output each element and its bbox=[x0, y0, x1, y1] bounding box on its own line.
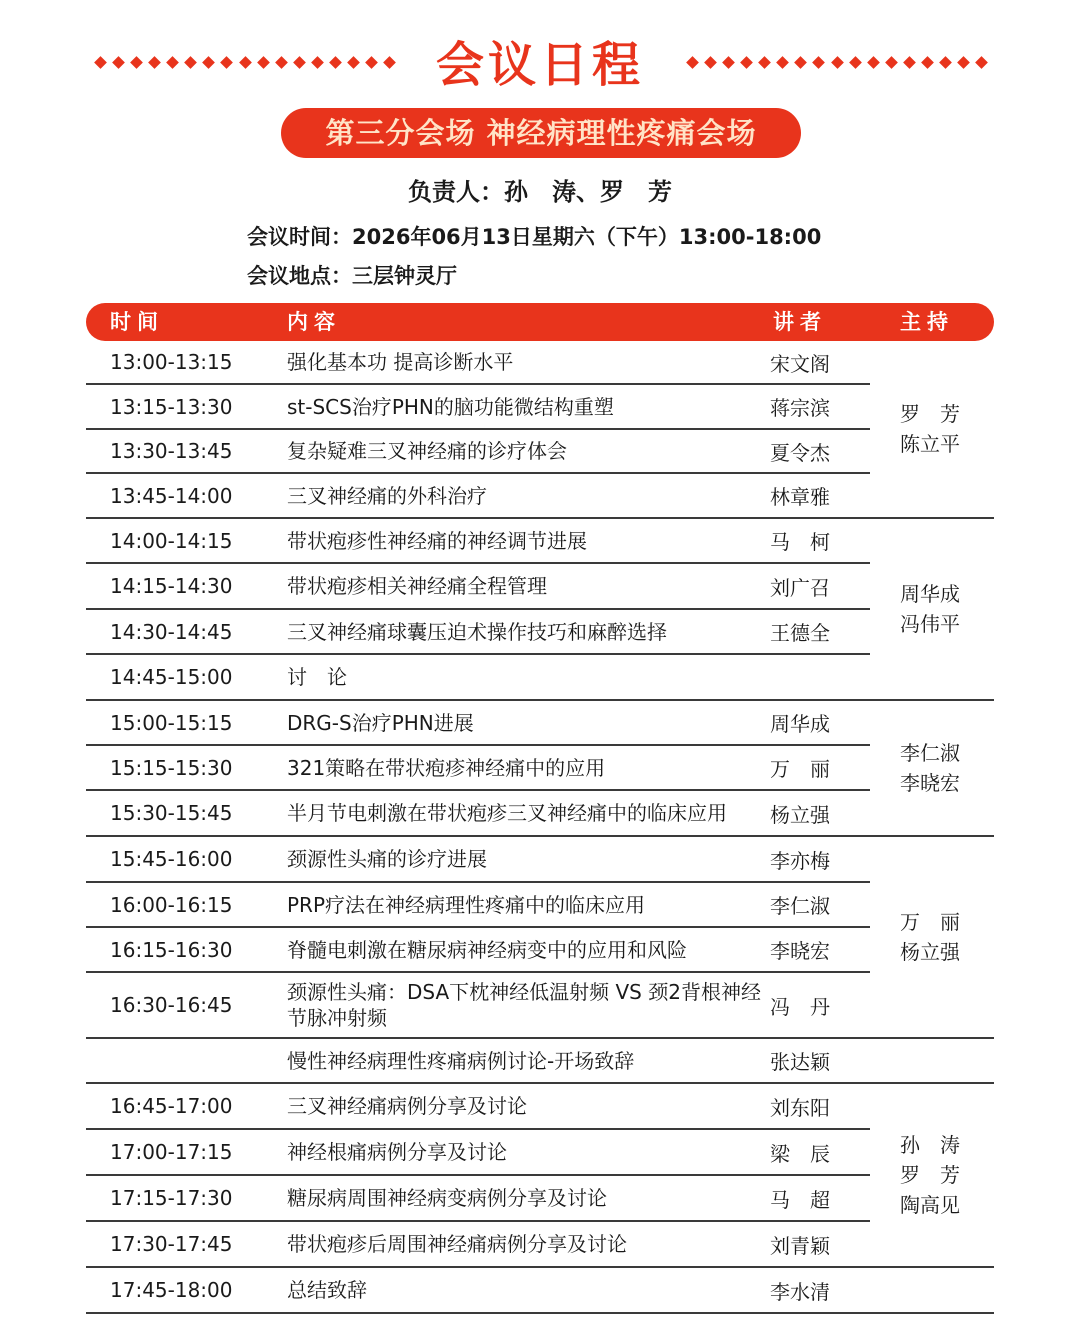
session-topic: 三叉神经痛球囊压迫术操作技巧和麻醉选择 bbox=[287, 619, 667, 644]
session-topic: 慢性神经病理性疼痛病例讨论-开场致辞 bbox=[287, 1048, 635, 1073]
table-row bbox=[86, 972, 870, 1038]
row-divider bbox=[86, 1312, 994, 1314]
session-time bbox=[110, 1038, 280, 1083]
session-topic: 带状疱疹性神经痛的神经调节进展 bbox=[287, 528, 587, 553]
table-row bbox=[86, 700, 870, 745]
table-row bbox=[86, 563, 870, 609]
session-time: 14:00-14:15 bbox=[110, 528, 233, 553]
session-topic: 总结致辞 bbox=[287, 1278, 367, 1302]
table-row bbox=[86, 1038, 870, 1083]
session-speaker: 梁 辰 bbox=[770, 1141, 830, 1166]
session-speaker: 周华成 bbox=[770, 712, 830, 736]
session-topic: 半月节电刺激在带状疱疹三叉神经痛中的临床应用 bbox=[287, 801, 727, 825]
host-name: 陈立平 bbox=[900, 432, 960, 456]
session-topic: 讨 论 bbox=[287, 665, 347, 689]
session-topic: 三叉神经痛病例分享及讨论 bbox=[287, 1094, 527, 1118]
col-header-host: 主持 bbox=[900, 310, 954, 334]
session-speaker: 万 丽 bbox=[770, 757, 830, 781]
session-time: 13:45-14:00 bbox=[110, 483, 233, 508]
session-topic: 颈源性头痛的诊疗进展 bbox=[287, 847, 487, 871]
table-row bbox=[86, 429, 870, 473]
session-time: 15:15-15:30 bbox=[110, 755, 233, 780]
host-name: 罗 芳 bbox=[900, 402, 960, 426]
session-time: 15:30-15:45 bbox=[110, 801, 233, 825]
session-speaker: 刘青颖 bbox=[770, 1233, 830, 1258]
session-time: 13:15-13:30 bbox=[110, 394, 233, 419]
session-speaker: 蒋宗滨 bbox=[770, 396, 830, 420]
session-time: 14:30-14:45 bbox=[110, 619, 233, 644]
session-speaker: 宋文阁 bbox=[770, 351, 830, 376]
host-group bbox=[900, 907, 990, 967]
session-time: 17:45-18:00 bbox=[110, 1278, 233, 1302]
session-banner: 第三分会场 神经病理性疼痛会场 bbox=[281, 108, 801, 158]
session-speaker: 李亦梅 bbox=[770, 848, 830, 873]
table-row bbox=[86, 609, 870, 654]
session-topic: 神经根痛病例分享及讨论 bbox=[287, 1140, 507, 1164]
session-topic: 三叉神经痛的外科治疗 bbox=[287, 483, 487, 508]
host-group bbox=[900, 399, 990, 459]
session-speaker: 李仁淑 bbox=[770, 894, 830, 918]
session-time: 16:45-17:00 bbox=[110, 1094, 233, 1118]
table-row bbox=[86, 384, 870, 429]
host-group bbox=[900, 738, 990, 798]
session-time: 14:15-14:30 bbox=[110, 574, 233, 598]
host-name: 罗 芳 bbox=[900, 1163, 960, 1187]
session-time: 14:45-15:00 bbox=[110, 665, 233, 689]
col-header-speaker: 讲者 bbox=[773, 310, 827, 334]
session-time: 13:30-13:45 bbox=[110, 439, 233, 463]
table-row bbox=[86, 927, 870, 972]
session-speaker: 李晓宏 bbox=[770, 939, 830, 963]
host-group bbox=[900, 579, 990, 639]
session-time: 16:15-16:30 bbox=[110, 937, 233, 962]
table-row bbox=[86, 882, 870, 927]
host-name: 冯伟平 bbox=[900, 612, 960, 636]
table-row bbox=[86, 518, 870, 563]
table-row bbox=[86, 1267, 870, 1313]
session-time: 17:00-17:15 bbox=[110, 1140, 233, 1164]
session-topic: 复杂疑难三叉神经痛的诊疗体会 bbox=[287, 439, 567, 463]
table-row bbox=[86, 1129, 870, 1175]
table-row bbox=[86, 836, 870, 882]
session-time: 16:30-16:45 bbox=[110, 993, 233, 1017]
table-row bbox=[86, 340, 870, 384]
session-time: 15:45-16:00 bbox=[110, 847, 233, 871]
session-speaker: 林章雅 bbox=[770, 485, 830, 509]
table-row bbox=[86, 1175, 870, 1221]
session-speaker: 李水清 bbox=[770, 1279, 830, 1304]
session-time: 13:00-13:15 bbox=[110, 350, 233, 374]
session-topic: DRG-S治疗PHN进展 bbox=[287, 710, 474, 735]
table-row bbox=[86, 1221, 870, 1267]
col-header-content: 内容 bbox=[287, 310, 341, 334]
host-name: 杨立强 bbox=[900, 940, 960, 964]
session-time: 15:00-15:15 bbox=[110, 710, 233, 735]
page-title: 会议日程 bbox=[435, 37, 644, 93]
session-speaker: 王德全 bbox=[770, 621, 830, 645]
leader-line: 负责人：孙 涛、罗 芳 bbox=[408, 178, 672, 206]
session-speaker: 杨立强 bbox=[770, 802, 830, 827]
session-topic: 321策略在带状疱疹神经痛中的应用 bbox=[287, 755, 606, 780]
session-speaker bbox=[770, 654, 860, 700]
session-speaker: 刘广召 bbox=[770, 575, 830, 600]
host-name: 陶高见 bbox=[900, 1193, 960, 1217]
table-row bbox=[86, 790, 870, 836]
session-topic: st-SCS治疗PHN的脑功能微结构重塑 bbox=[287, 394, 614, 419]
session-time: 17:15-17:30 bbox=[110, 1186, 233, 1210]
session-topic: PRP疗法在神经病理性疼痛中的临床应用 bbox=[287, 892, 646, 917]
host-name: 李仁淑 bbox=[900, 741, 960, 765]
session-speaker: 马 柯 bbox=[770, 530, 830, 554]
session-topic: 带状疱疹后周围神经痛病例分享及讨论 bbox=[287, 1232, 627, 1256]
session-speaker: 夏令杰 bbox=[770, 440, 830, 465]
meeting-place: 会议地点：三层钟灵厅 bbox=[247, 264, 457, 288]
session-topic: 强化基本功 提高诊断水平 bbox=[287, 350, 514, 374]
host-name: 万 丽 bbox=[900, 910, 960, 934]
session-topic: 脊髓电刺激在糖尿病神经病变中的应用和风险 bbox=[287, 937, 687, 962]
session-time: 16:00-16:15 bbox=[110, 892, 233, 917]
session-time: 17:30-17:45 bbox=[110, 1232, 233, 1256]
table-row bbox=[86, 745, 870, 790]
session-speaker: 张达颖 bbox=[770, 1050, 830, 1074]
session-speaker: 冯 丹 bbox=[770, 994, 830, 1019]
session-speaker: 马 超 bbox=[770, 1187, 830, 1212]
session-topic: 糖尿病周围神经病变病例分享及讨论 bbox=[287, 1186, 607, 1210]
session-topic: 带状疱疹相关神经痛全程管理 bbox=[287, 574, 547, 598]
meeting-time: 会议时间：2026年06月13日星期六（下午）13:00-18:00 bbox=[247, 225, 822, 249]
host-name: 孙 涛 bbox=[900, 1133, 960, 1157]
table-row bbox=[86, 473, 870, 518]
table-row bbox=[86, 1083, 870, 1129]
table-row bbox=[86, 654, 870, 700]
host-name: 周华成 bbox=[900, 582, 960, 606]
host-group bbox=[900, 1130, 990, 1220]
session-speaker: 刘东阳 bbox=[770, 1095, 830, 1120]
col-header-time: 时间 bbox=[110, 310, 164, 334]
host-name: 李晓宏 bbox=[900, 771, 960, 795]
session-topic: 颈源性头痛：DSA下枕神经低温射频 VS 颈2背根神经节脉冲射频 bbox=[287, 980, 761, 1030]
